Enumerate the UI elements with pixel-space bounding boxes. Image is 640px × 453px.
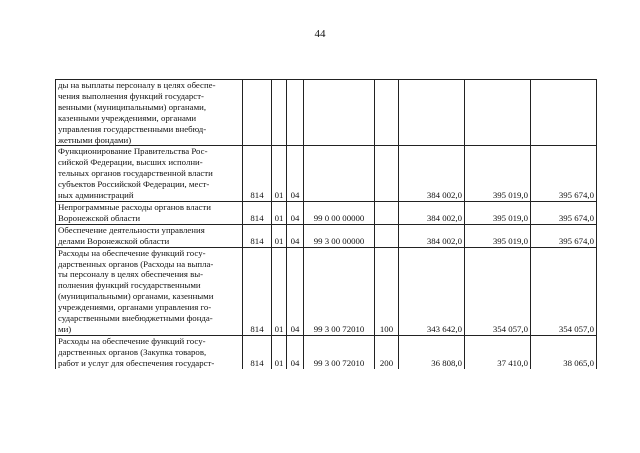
expense-name-line: дарственных органов (Расходы на выпла-: [58, 258, 214, 269]
expense-name-line: Обеспечение деятельности управления: [58, 224, 205, 235]
cell-amount-year-1: 384 002,0: [399, 224, 465, 247]
cell-amount-year-3: 395 674,0: [531, 224, 597, 247]
expense-name-line: полнения функций государственными: [58, 280, 201, 291]
cell-expense-type: 200: [375, 335, 399, 368]
cell-section: 01: [272, 146, 287, 202]
table-row: [56, 224, 597, 247]
expense-name-line: жетными фондами): [58, 134, 132, 145]
cell-amount-year-1: 384 002,0: [399, 146, 465, 202]
cell-admin-code: 814: [243, 224, 272, 247]
expense-name-line: чения выполнения функций государст-: [58, 90, 204, 101]
cell-expense-name: [56, 146, 243, 202]
budget-table: [55, 79, 597, 369]
table-row: [56, 335, 597, 368]
cell-target-article: [304, 80, 375, 146]
expense-name-line: Расходы на обеспечение функций госу-: [58, 335, 206, 346]
expense-name-line: ды на выплаты персоналу в целях обеспе-: [58, 80, 216, 90]
cell-expense-name: [56, 335, 243, 368]
cell-subsection: [287, 80, 304, 146]
cell-amount-year-3: 38 065,0: [531, 335, 597, 368]
cell-subsection: 04: [287, 247, 304, 335]
cell-section: [272, 80, 287, 146]
cell-target-article: [304, 146, 375, 202]
cell-target-article: 99 3 00 72010: [304, 335, 375, 368]
cell-amount-year-2: 395 019,0: [465, 146, 531, 202]
cell-admin-code: [243, 80, 272, 146]
cell-expense-type: 100: [375, 247, 399, 335]
cell-amount-year-3: [531, 80, 597, 146]
cell-amount-year-2: 37 410,0: [465, 335, 531, 368]
cell-amount-year-2: [465, 80, 531, 146]
expense-name-line: (муниципальными) органами, казенными: [58, 291, 214, 302]
table-row: [56, 247, 597, 335]
expense-name-line: учреждениями, органами управления го-: [58, 302, 212, 313]
cell-amount-year-1: 384 002,0: [399, 201, 465, 224]
cell-amount-year-3: 395 674,0: [531, 201, 597, 224]
expense-name-line: венными (муниципальными) органами,: [58, 101, 207, 112]
cell-section: 01: [272, 247, 287, 335]
cell-admin-code: 814: [243, 335, 272, 368]
cell-subsection: 04: [287, 146, 304, 202]
expense-name-line: сийской Федерации, высших исполни-: [58, 157, 203, 168]
expense-name-line: Воронежской области: [58, 212, 141, 223]
expense-name-line: ми): [58, 323, 72, 334]
cell-amount-year-1: 36 808,0: [399, 335, 465, 368]
cell-section: 01: [272, 335, 287, 368]
cell-expense-type: [375, 80, 399, 146]
expense-name-line: работ и услуг для обеспечения государст-: [58, 357, 215, 368]
expense-name-line: ты персоналу в целях обеспечения вы-: [58, 269, 204, 280]
cell-expense-name: [56, 80, 243, 146]
cell-amount-year-2: 354 057,0: [465, 247, 531, 335]
table-row: [56, 146, 597, 202]
cell-amount-year-1: [399, 80, 465, 146]
cell-amount-year-3: 354 057,0: [531, 247, 597, 335]
table-row: [56, 201, 597, 224]
expense-name-line: управления государственными внебюд-: [58, 123, 207, 134]
expense-name-line: казенными учреждениями, органами: [58, 112, 197, 123]
cell-expense-type: [375, 224, 399, 247]
cell-amount-year-2: 395 019,0: [465, 201, 531, 224]
page-number: 44: [314, 28, 326, 40]
cell-target-article: 99 3 00 72010: [304, 247, 375, 335]
cell-admin-code: 814: [243, 201, 272, 224]
cell-amount-year-3: 395 674,0: [531, 146, 597, 202]
expense-name-line: дарственных органов (Закупка товаров,: [58, 346, 207, 357]
cell-section: 01: [272, 201, 287, 224]
expense-name-line: ных администраций: [58, 190, 134, 201]
expense-name-line: Функционирование Правительства Рос-: [58, 146, 208, 157]
expense-name-line: делами Воронежской области: [58, 235, 170, 246]
cell-amount-year-2: 395 019,0: [465, 224, 531, 247]
cell-admin-code: 814: [243, 146, 272, 202]
cell-subsection: 04: [287, 335, 304, 368]
table-row: [56, 80, 597, 146]
cell-expense-type: [375, 146, 399, 202]
cell-target-article: 99 3 00 00000: [304, 224, 375, 247]
expense-name-line: тельных органов государственной власти: [58, 168, 213, 179]
expense-name-line: субъектов Российской Федерации, мест-: [58, 179, 210, 190]
expense-name-line: Расходы на обеспечение функций госу-: [58, 247, 206, 258]
expense-name-line: сударственными внебюджетными фонда-: [58, 313, 213, 324]
cell-subsection: 04: [287, 224, 304, 247]
cell-expense-name: [56, 201, 243, 224]
cell-target-article: 99 0 00 00000: [304, 201, 375, 224]
cell-expense-name: [56, 224, 243, 247]
cell-expense-name: [56, 247, 243, 335]
expense-name-line: Непрограммные расходы органов власти: [58, 201, 211, 212]
cell-amount-year-1: 343 642,0: [399, 247, 465, 335]
cell-section: 01: [272, 224, 287, 247]
cell-expense-type: [375, 201, 399, 224]
cell-admin-code: 814: [243, 247, 272, 335]
cell-subsection: 04: [287, 201, 304, 224]
